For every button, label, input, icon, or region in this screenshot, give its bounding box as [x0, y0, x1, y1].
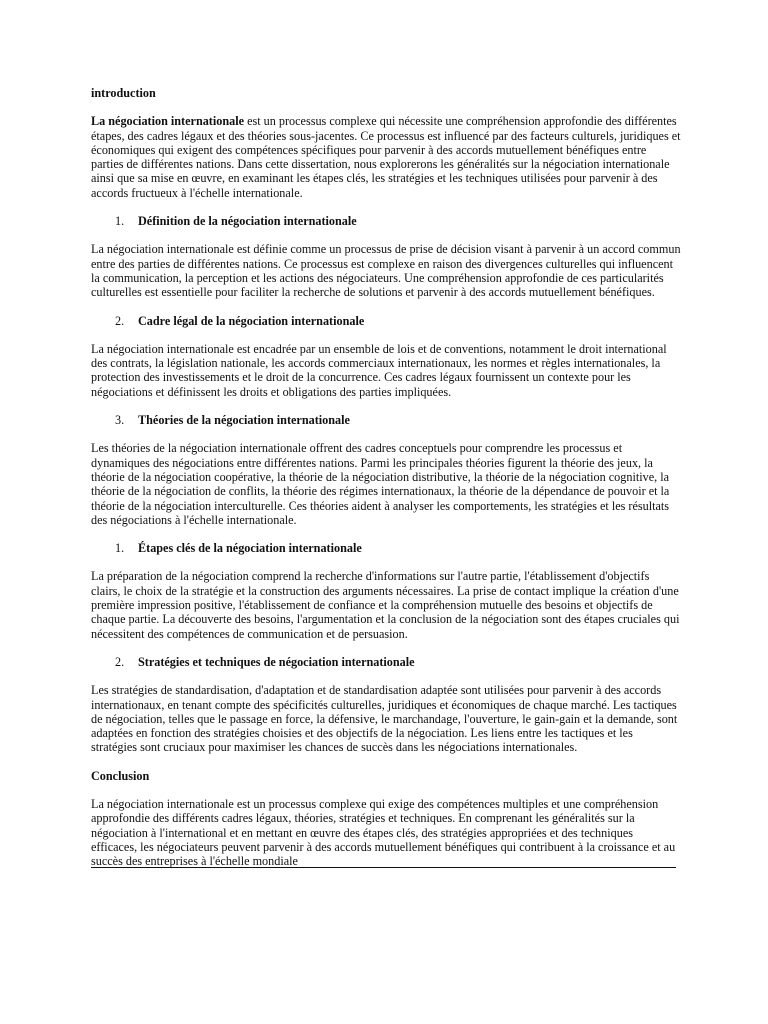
section-heading-text: Cadre légal de la négociation internationale	[138, 313, 365, 328]
intro-paragraph	[91, 114, 681, 200]
section-body-2: La négociation internationale est encadrée par un ensemble de lois et de conventions, notamment le droit international des contrats, la législation nationale, les accords commerciaux internationaux, les normes et règles internationales, la protection des investissements et le droit de la concurrence. Ces cadres légaux fournissent un contexte pour les négociations et définissent les droits et obligations des parties impliquées.	[91, 341, 667, 399]
document-title: introduction	[91, 86, 156, 100]
section-heading-3	[91, 413, 681, 427]
section-heading-text: Définition de la négociation internationale	[138, 214, 357, 229]
section-body-5: Les stratégies de standardisation, d'adaptation et de standardisation adaptée sont utilisées pour parvenir à des accords internationaux, en tenant compte des spécificités culturelles, juridiques et économiques de chaque marché. Les tactiques de négociation, telles que le passage en force, la défensive, le marchandage, l'ouverture, le gain-gain et la demande, sont adaptées en fonction des stratégies choisies et des objectifs de la négociation. Les liens entre les tactiques et les stratégies sont cruciaux pour maximiser les chances de succès dans les négociations internationales.	[91, 683, 678, 755]
section-heading-2	[91, 314, 681, 328]
section-heading-1	[91, 214, 681, 228]
section-number: 2.	[115, 654, 125, 669]
section-heading-text: Stratégies et techniques de négociation internationale	[138, 654, 415, 669]
section-number: 1.	[115, 214, 125, 229]
section-number: 2.	[115, 313, 125, 328]
section-heading-4	[91, 541, 681, 555]
intro-bold-lead: La négociation internationale	[91, 114, 245, 129]
section-heading-5	[91, 655, 681, 669]
intro-text: est un processus complexe qui nécessite une compréhension approfondie des différentes étapes, des cadres légaux et des théories sous-jacentes. Ce processus est influencé par des facteurs culturels, juridiques et économiques qui exigent des compétences spécifiques pour parvenir à des accords mutuellement bénéfiques entre parties de différentes nations. Dans cette dissertation, nous explorerons les généralités sur la négociation internationale ainsi que sa mise en œuvre, en examinant les étapes clés, les stratégies et les techniques utilisées pour parvenir à des accords fructueux à l'échelle internationale.	[91, 114, 681, 200]
section-body-1: La négociation internationale est définie comme un processus de prise de décision visant à parvenir à un accord commun entre des parties de différentes nations. Ce processus est complexe en raison des divergences culturelles qui influencent la communication, la perception et les actions des négociateurs. Une compréhension approfondie de ces particularités culturelles est essentielle pour faciliter la recherche de solutions et parvenir à des accords mutuellement bénéfiques.	[91, 242, 681, 300]
section-heading-text: Étapes clés de la négociation internationale	[138, 541, 362, 556]
document-page	[91, 86, 681, 868]
section-number: 3.	[115, 413, 125, 428]
section-number: 1.	[115, 541, 125, 556]
section-body-3: Les théories de la négociation internationale offrent des cadres conceptuels pour comprendre les processus et dynamiques des négociations entre différentes nations. Parmi les principales théories figurent la théorie des jeux, la théorie de la négociation coopérative, la théorie de la négociation distributive, la théorie de la négociation cognitive, la théorie de la négociation de conflits, la théorie des régimes internationaux, la théorie de la dépendance de pouvoir et la théorie de la négociation interculturelle. Ces théories aident à analyser les comportements, les stratégies et les résultats des négociations à l'échelle internationale.	[91, 441, 670, 527]
conclusion-heading: Conclusion	[91, 768, 150, 783]
section-body-4: La préparation de la négociation comprend la recherche d'informations sur l'autre partie, l'établissement d'objectifs clairs, le choix de la stratégie et la construction des arguments nécessaires. La prise de contact implique la création d'une première impression positive, l'établissement de confiance et la compréhension mutuelle des besoins et objectifs de chaque partie. La découverte des besoins, l'argumentation et la conclusion de la négociation sont des étapes cruciales qui nécessitent des compétences de communication et de persuasion.	[91, 569, 680, 641]
conclusion-body: La négociation internationale est un processus complexe qui exige des compétences multiples et une compréhension approfondie des différents cadres légaux, théories, stratégies et techniques. En comprenant les généralités sur la négociation à l'international et en mettant en œuvre des étapes clés, des stratégies appropriées et des techniques efficaces, les négociateurs peuvent parvenir à des accords mutuellement bénéfiques qui contribuent à la croissance et au succès des entreprises à l'échelle mondiale	[91, 796, 676, 869]
section-heading-text: Théories de la négociation internationale	[138, 413, 350, 428]
